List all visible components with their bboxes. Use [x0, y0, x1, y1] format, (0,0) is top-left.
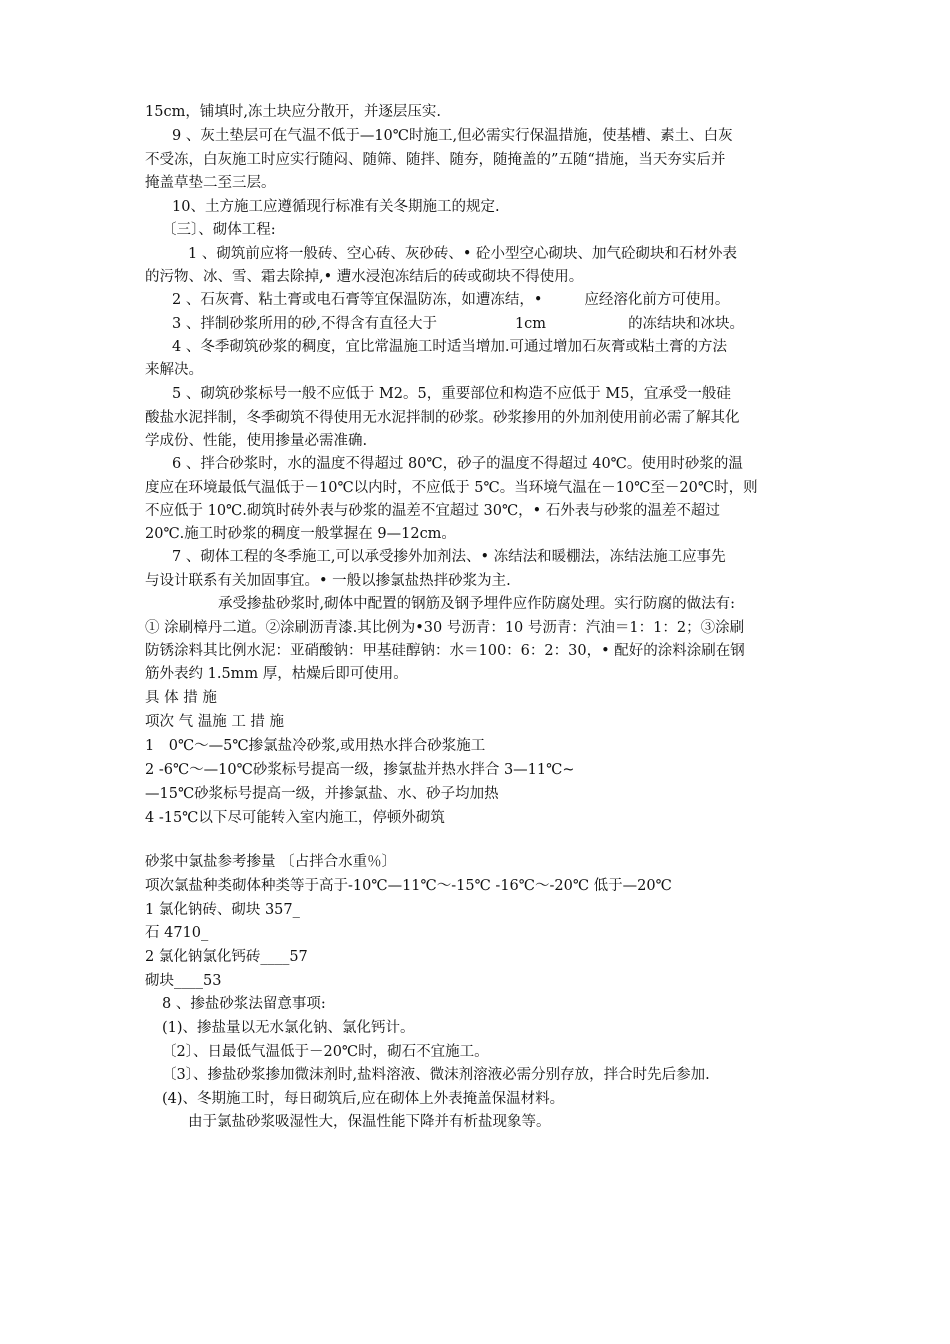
- text-line: 掩盖草垫二至三层。: [145, 175, 276, 191]
- text-line: [172, 313, 840, 335]
- text-line: ① 涂刷樟丹二道。②涂刷沥青漆.其比例为•30 号沥青：10 号沥青：汽油＝1：1：2；③涂刷: [145, 620, 745, 636]
- text-line: 来解决。: [145, 362, 203, 378]
- text-line: 9 、灰土垫层可在气温不低于—10℃时施工,但必需实行保温措施，使基槽、素土、白灰: [172, 128, 733, 144]
- list-item: (4)、冬期施工时，每日砌筑后,应在砌体上外表掩盖保温材料。: [162, 1091, 565, 1107]
- table-title: 砂浆中氯盐参考掺量 〔占拌合水重％〕: [145, 854, 397, 870]
- text-line: 5 、砌筑砂浆标号一般不应低于 M2。5，重要部位和构造不应低于 M5，宜承受一般硅: [172, 386, 731, 402]
- text-line: 的污物、冰、雪、霜去除掉,• 遭水浸泡冻结后的砖或砌块不得使用。: [145, 269, 584, 285]
- text-line: 7 、砌体工程的冬季施工,可以承受掺外加剂法、• 冻结法和暖棚法，冻结法施工应事先: [172, 549, 726, 565]
- text-line: 1 、砌筑前应将一般砖、空心砖、灰砂砖、• 砼小型空心砌块、加气砼砌块和石材外表: [188, 246, 737, 262]
- table-row: 1 0℃～—5℃掺氯盐冷砂浆,或用热水拌合砂浆施工: [145, 738, 486, 754]
- table-row: 2 -6℃～—10℃砂浆标号提高一级，掺氯盐并热水拌合 3—11℃~: [145, 762, 575, 778]
- text-line: 学成份、性能，使用掺量必需准确.: [145, 433, 368, 449]
- text-line: [172, 289, 840, 311]
- list-item: (1)、掺盐量以无水氯化钠、氯化钙计。: [162, 1020, 415, 1036]
- section-heading: 〔三〕、砌体工程:: [162, 222, 276, 238]
- text-line: 承受掺盐砂浆时,砌体中配置的钢筋及钢予埋件应作防腐处理。实行防腐的做法有:: [218, 596, 735, 612]
- text-line: 6 、拌合砂浆时，水的温度不得超过 80℃，砂子的温度不得超过 40℃。使用时砂浆的温: [172, 456, 743, 472]
- text-line: 酸盐水泥拌制，冬季砌筑不得使用无水泥拌制的砂浆。砂浆掺用的外加剂使用前必需了解其化: [145, 410, 740, 426]
- list-item: 〔3〕、掺盐砂浆掺加微沫剂时,盐料溶液、微沫剂溶液必需分别存放，拌合时先后参加.: [162, 1067, 710, 1083]
- text-line: 4 、冬季砌筑砂浆的稠度，宜比常温施工时适当增加.可通过增加石灰膏或粘土膏的方法: [172, 339, 727, 355]
- text-line: 20℃.施工时砂浆的稠度一般掌握在 9—12cm。: [145, 526, 456, 542]
- text-segment: 的冻结块和冰块。: [628, 316, 745, 332]
- table-header: 项次氯盐种类砌体种类等于高于-10℃—11℃～-15℃ -16℃～-20℃ 低于—20℃: [145, 878, 672, 894]
- text-line: 不受冻，白灰施工时应实行随闷、随筛、随拌、随夯，随掩盖的”五随“措施，当天夯实后并: [145, 152, 726, 168]
- text-segment: 2 、石灰膏、粘土膏或电石膏等宜保温防冻，如遭冻结，•: [172, 292, 543, 308]
- text-line: 与设计联系有关加固事宜。• 一般以掺氯盐热拌砂浆为主.: [145, 573, 511, 589]
- text-line: 度应在环境最低气温低于－10℃以内时，不应低于 5℃。当环境气温在－10℃至－20℃时，则: [145, 480, 758, 496]
- text-line: 15cm，铺填时,冻土块应分散开，并逐层压实.: [145, 104, 442, 120]
- text-line: 8 、掺盐砂浆法留意事项:: [162, 996, 326, 1012]
- table-row: —15℃砂浆标号提高一级，并掺氯盐、水、砂子均加热: [145, 786, 499, 802]
- table-row: 2 氯化钠氯化钙砖____57: [145, 949, 308, 965]
- table-row: 1 氯化钠砖、砌块 357_: [145, 902, 300, 918]
- text-line: 不应低于 10℃.砌筑时砖外表与砂浆的温差不宜超过 30℃，• 石外表与砂浆的温差不超过: [145, 503, 720, 519]
- text-line: 由于氯盐砂浆吸湿性大，保温性能下降并有析盐现象等。: [188, 1114, 551, 1130]
- text-line: 防锈涂料其比例水泥：亚硝酸钠：甲基硅醇钠：水＝100：6：2：30，• 配好的涂料涂刷在钢: [145, 643, 745, 659]
- text-segment: 3 、拌制砂浆所用的砂,不得含有直径大于: [172, 316, 437, 332]
- text-segment: 应经溶化前方可使用。: [584, 292, 730, 308]
- table-row: 砌块____53: [145, 973, 222, 989]
- text-line: 10、土方施工应遵循现行标准有关冬期施工的规定.: [172, 199, 500, 215]
- list-item: 〔2〕、日最低气温低于－20℃时，砌石不宜施工。: [162, 1044, 489, 1060]
- text-line: 筋外表约 1.5mm 厚，枯燥后即可使用。: [145, 666, 408, 682]
- table-title: 具 体 措 施: [145, 690, 217, 706]
- table-row: 4 -15℃以下尽可能转入室内施工，停顿外砌筑: [145, 810, 445, 826]
- text-segment: 1cm: [514, 316, 547, 332]
- table-row: 石 4710_: [145, 925, 209, 941]
- table-header: 项次 气 温施 工 措 施: [145, 714, 285, 730]
